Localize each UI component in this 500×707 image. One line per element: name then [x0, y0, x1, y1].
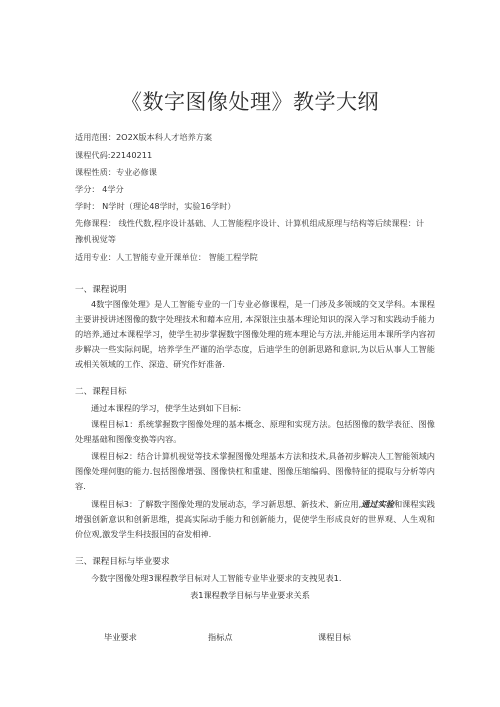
table-header-course-goal: 课程目标	[318, 632, 351, 642]
meta-course-code: 课程代码:22140211	[75, 150, 153, 160]
course-goal-3-text-b: 和课程实践增强创新意识和创新思维，提高实际动手能力和创新能力，促使学生形成良好的世界观、人生观和价位观,激发学生科技报国的奋发相神.	[75, 499, 435, 539]
course-goal-2: 课程目标2：结合计算机视觉等技术掌握图像处理基本方法和技术,具备初步解决人工智能领域内图像处理何胞的能力.包括图像增强、图像快杠和重建、图像压缩编码、图像特征的提取与分析等内容.	[75, 451, 435, 491]
goals-intro: 通过本课程的学习，使学生达到如下目标:	[91, 403, 242, 413]
document-title: 《数字图像处理》教学大纲	[121, 90, 379, 114]
course-goal-3-text-a: 课程目标3：了解数字图像处理的发展动态，学习新思想、新技术、新应用,	[91, 499, 362, 509]
course-goal-3	[75, 497, 435, 542]
mapping-intro: 今数字图像处理3课程教学目标对人工智能专业毕业要求的支拽见表1.	[91, 573, 342, 583]
course-goal-3-emphasis: 通过实验	[361, 499, 394, 509]
section-heading-1: 一、课程说明	[75, 285, 127, 295]
meta-prerequisites-cont: 豫机视觉等	[75, 234, 116, 244]
meta-credits: 学分： 4学分	[75, 184, 124, 194]
meta-prerequisites: 先修课程： 线性代数,程序设计基础、人工智能程序设计、计算机组成原理与结构等后续课程：计	[75, 218, 425, 228]
section-heading-2: 二、课程目标	[75, 387, 127, 397]
meta-major: 适用专业：人工智能专业开课单位： 智能工程学院	[75, 252, 258, 262]
course-goal-1: 课程目标1：系统掌握数字图像处理的基本概念、原理和实现方法。包括图像的数学表征、图像处理基础和图像变换等内容。	[75, 419, 435, 444]
meta-hours: 学时： N学时（理论48学时，实验16学时）	[75, 201, 236, 211]
table-header-requirement: 毕业要求	[104, 632, 137, 642]
table-caption: 表1课程教学目标与毕业要求关系	[190, 590, 310, 600]
meta-scope: 适用范围：2O2X版本科人才培养方案	[75, 132, 213, 142]
section-heading-3: 三、课程目标与毕业要求	[75, 557, 170, 567]
table-header-indicator: 指标点	[208, 632, 233, 642]
course-description-paragraph: 4数字图像处理》是人工智能专业的一门专业必修课程，是一门涉及多领域的交叉学科。本课程主要讲授讲述图像的数字处理技术和藉本应用, 本深银注虫基本理论知识的深入学习和实践动手能力的培养,通过本课程学习，使学生初步掌握数字图像处理的班本理论与方法,并能运用本课所学内容初步解决一些实际问昵，培养学生严谨的治学态度，后迪学生的创新思路和意识,为以后从事人工智能或相关领域的工作、深造、研究作好准备.	[75, 299, 435, 369]
meta-course-nature: 课程性质：专业必修课	[75, 167, 157, 177]
